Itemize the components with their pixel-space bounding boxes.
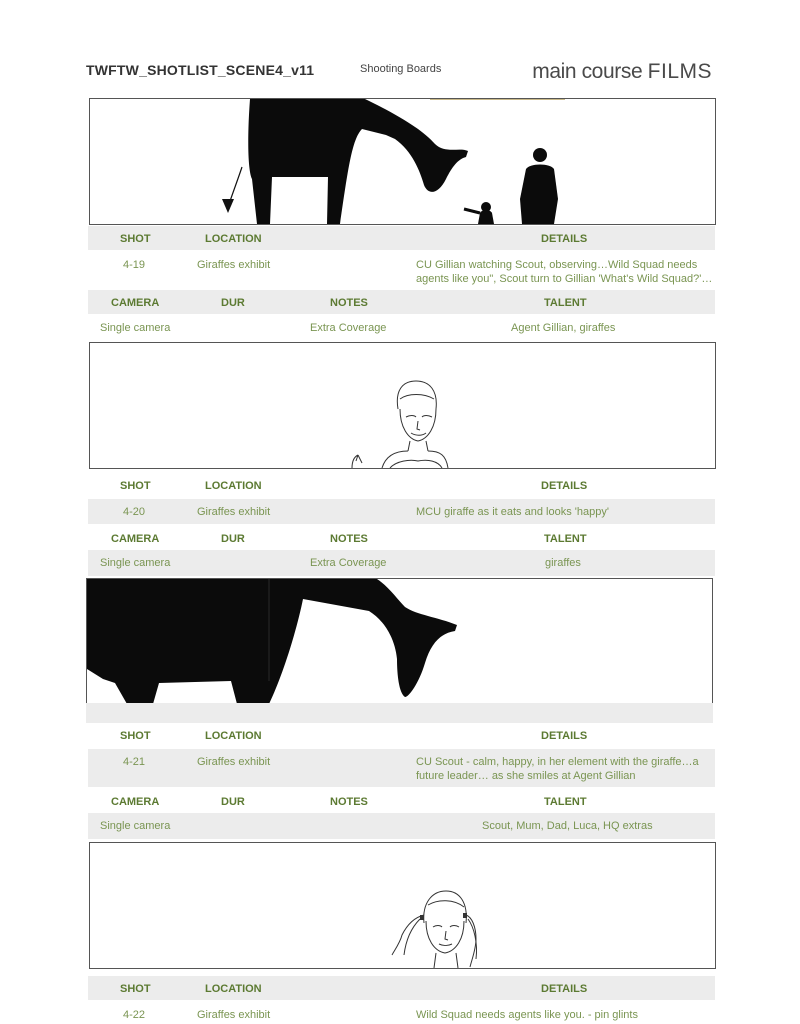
shot-number: 4-21 xyxy=(123,756,146,768)
shot-details-line-1: MCU giraffe as it eats and looks 'happy' xyxy=(416,506,609,518)
storyboard-panel-3 xyxy=(86,578,713,705)
shot-talent: Scout, Mum, Dad, Luca, HQ extras xyxy=(482,820,653,832)
shot-notes: Extra Coverage xyxy=(310,322,387,334)
shot-camera: Single camera xyxy=(100,820,171,832)
shot-header-row-4 xyxy=(88,976,715,1000)
camera-values-row-3 xyxy=(88,813,715,839)
shot-header-row-3 xyxy=(88,723,715,747)
shot-talent: giraffes xyxy=(545,557,581,569)
giraffe-silhouette-sketch xyxy=(87,579,712,704)
talent-label: TALENT xyxy=(544,297,587,309)
agent-gillian-sketch xyxy=(90,343,715,468)
company-logo xyxy=(532,60,712,84)
camera-values-row-1 xyxy=(88,314,715,340)
shot-details-line-1: Wild Squad needs agents like you. - pin glints xyxy=(416,1009,638,1021)
shot-number: 4-19 xyxy=(123,259,146,271)
shot-values-row-3 xyxy=(88,749,715,787)
shot-details-line-1: CU Gillian watching Scout, observing…Wild Squad needs xyxy=(416,259,698,271)
storyboard-panel-1 xyxy=(89,98,716,225)
shot-notes: Extra Coverage xyxy=(310,557,387,569)
camera-header-row-1 xyxy=(88,290,715,314)
talent-label: TALENT xyxy=(544,796,587,808)
shot-details-line-2: future leader… as she smiles at Agent Gillian xyxy=(416,770,636,782)
location-label: LOCATION xyxy=(205,730,262,742)
dur-label: DUR xyxy=(221,297,245,309)
scout-sketch xyxy=(90,843,715,968)
giraffe-and-figures-sketch xyxy=(90,99,715,224)
location-label: LOCATION xyxy=(205,233,262,245)
shot-header-row-2 xyxy=(88,473,715,497)
notes-label: NOTES xyxy=(330,796,368,808)
document-subtitle: Shooting Boards xyxy=(360,63,442,75)
shot-number: 4-20 xyxy=(123,506,146,518)
details-label: DETAILS xyxy=(541,233,588,245)
panel-3-spacer xyxy=(86,703,713,723)
shot-talent: Agent Gillian, giraffes xyxy=(511,322,616,334)
details-label: DETAILS xyxy=(541,730,588,742)
camera-header-row-3 xyxy=(88,789,715,813)
storyboard-panel-2 xyxy=(89,342,716,469)
shot-details-line-2: agents like you", Scout turn to Gillian 'What's Wild Squad?'… xyxy=(416,273,713,285)
notes-label: NOTES xyxy=(330,297,368,309)
camera-label: CAMERA xyxy=(111,297,160,309)
camera-label: CAMERA xyxy=(111,796,160,808)
camera-header-row-2 xyxy=(88,526,715,550)
shot-camera: Single camera xyxy=(100,557,171,569)
location-label: LOCATION xyxy=(205,983,262,995)
details-label: DETAILS xyxy=(541,480,588,492)
shot-camera: Single camera xyxy=(100,322,171,334)
talent-label: TALENT xyxy=(544,533,587,545)
shot-values-row-1 xyxy=(88,252,715,290)
shot-label: SHOT xyxy=(120,480,151,492)
location-label: LOCATION xyxy=(205,480,262,492)
shot-location: Giraffes exhibit xyxy=(197,506,271,518)
logo-main-text: main course xyxy=(532,60,643,83)
dur-label: DUR xyxy=(221,796,245,808)
shot-location: Giraffes exhibit xyxy=(197,756,271,768)
shot-values-row-4 xyxy=(88,1002,715,1024)
dur-label: DUR xyxy=(221,533,245,545)
shot-number: 4-22 xyxy=(123,1009,146,1021)
shot-label: SHOT xyxy=(120,730,151,742)
camera-values-row-2 xyxy=(88,550,715,576)
document-title: TWFTW_SHOTLIST_SCENE4_v11 xyxy=(86,62,315,78)
shot-label: SHOT xyxy=(120,233,151,245)
notes-label: NOTES xyxy=(330,533,368,545)
shot-location: Giraffes exhibit xyxy=(197,259,271,271)
shot-values-row-2 xyxy=(88,499,715,524)
shot-header-row-1 xyxy=(88,226,715,250)
details-label: DETAILS xyxy=(541,983,588,995)
storyboard-panel-4 xyxy=(89,842,716,969)
shot-location: Giraffes exhibit xyxy=(197,1009,271,1021)
shot-label: SHOT xyxy=(120,983,151,995)
shot-details-line-1: CU Scout - calm, happy, in her element with the giraffe…a xyxy=(416,756,699,768)
camera-label: CAMERA xyxy=(111,533,160,545)
logo-films-text: FILMS xyxy=(647,60,712,83)
